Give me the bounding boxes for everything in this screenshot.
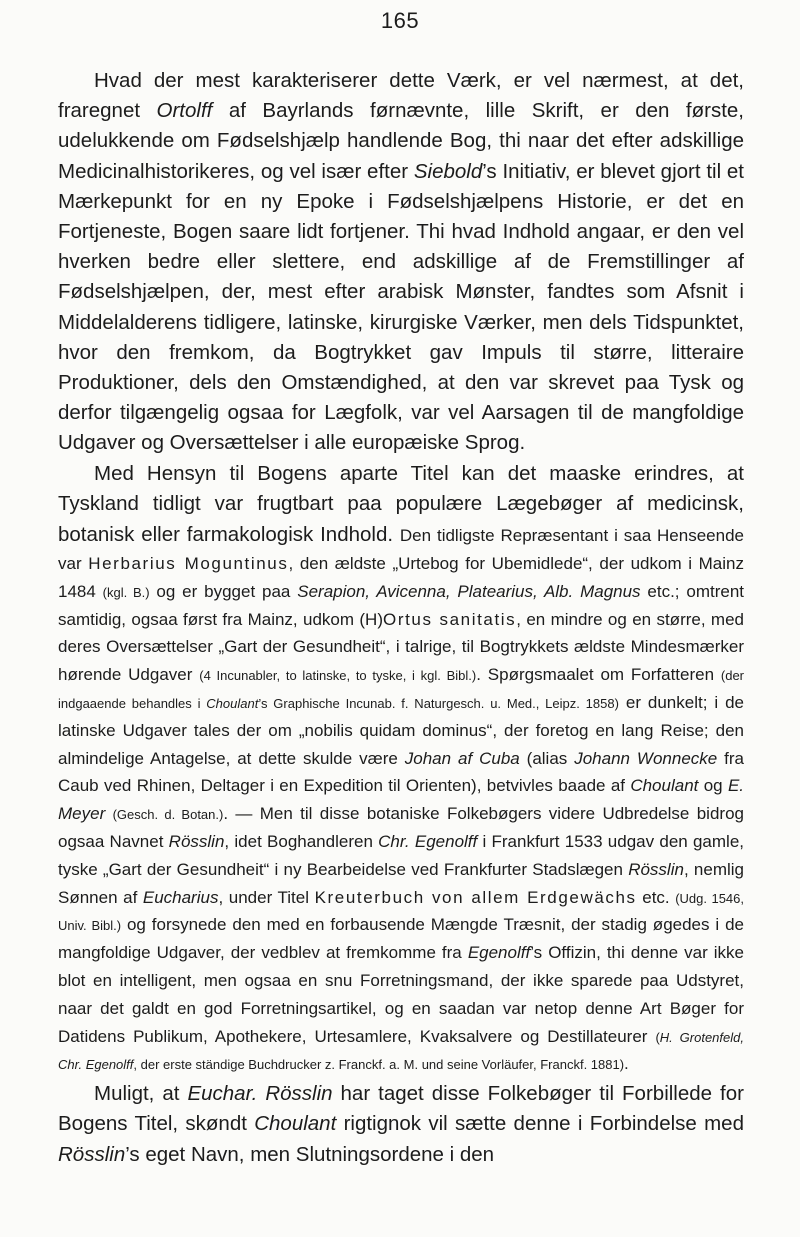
text-run: har taget disse Folkebøger til Forbillede for Bogens Titel, skøndt <box>58 1082 744 1136</box>
text-run: og er bygget paa <box>149 581 298 601</box>
text-run: er dunkelt; i de latinske Udgaver tales der om „nobilis quidam dominus“, der foretog en lang Reise; den almindelige Antagelse, at dette skulde være <box>58 693 744 768</box>
text-run: ( <box>655 1029 660 1045</box>
text-run: fra Caub ved Rhinen, Deltager i en Expedition til Orienten), betvivles baade af <box>58 748 744 796</box>
body-text <box>58 66 744 1170</box>
text-run: Med Hensyn til Bogens aparte Titel kan det maaske erindres, at Tyskland tidligt var frugtbart paa populære Lægebøger af medicinsk, botanisk eller farmakologisk Indhold. <box>58 461 744 547</box>
text-run: , under Titel <box>218 887 315 907</box>
paragraph-3 <box>58 1079 744 1170</box>
text-run: Hvad der mest karakteriserer dette Værk, er vel nærmest, at det, fraregnet <box>58 69 744 123</box>
text-run: (Gesch. d. Botan.) <box>112 807 224 823</box>
text-run: Johann Wonnecke <box>574 748 718 768</box>
text-run: Rösslin <box>168 832 225 851</box>
text-run: og forsynede den med en forbausende Mængde Træsnit, der stadig øgedes i de mangfoldige Udgaver, der vedblev at fremkomme fra <box>58 915 744 963</box>
text-run: Choulant <box>254 1112 337 1136</box>
text-run: Kreuterbuch von allem Erdgewächs <box>314 887 637 907</box>
text-run: . <box>624 1054 629 1074</box>
paragraph-2 <box>58 459 744 1080</box>
text-run: (Udg. 1546, Univ. Bibl.) <box>58 890 744 934</box>
text-run: Ortolff <box>156 99 213 123</box>
text-run: Ortus sanitatis <box>383 609 517 629</box>
text-run: etc.; omtrent samtidig, ogsaa først fra Mainz, udkom (H) <box>58 581 745 629</box>
text-run: , nemlig Sønnen af <box>58 859 744 907</box>
text-run: . Spørgsmaalet om Forfatteren <box>476 665 721 685</box>
text-run: i Frankfurt 1533 udgav den gamle, tyske „Gart der Gesundheit“ i ny Bearbeidelse ved Frankfurter Stadslægen <box>58 832 744 879</box>
text-run: Eucharius <box>142 887 219 907</box>
text-run: af Bayrlands førnævnte, lille Skrift, er den første, udelukkende om Fødselshjælp handlende Bog, thi naar det efter adskillige Medicinalhistorikeres, og vel især efter <box>58 99 745 183</box>
text-run: (kgl. B.) <box>102 584 150 600</box>
text-run: , en mindre og en større, med deres Oversættelser „Gart der Gesundheit“, i talrige, til Bogtrykkets ældste Mindesmærker hørende Udgaver <box>58 609 744 685</box>
text-run: Siebold <box>413 159 483 183</box>
text-run: ’s Offizin, thi denne var ikke blot en intelligent, men ogsaa en snu Forretningsmand, der ikke sparede paa Udstyret, naar det galdt en god Forretningsartikel, og en saadan var netop denne Art Bøger for Datidens Publikum, Apothekere, Urtesamlere, Kvaksalvere og Destillateurer <box>58 943 744 1046</box>
text-run: Serapion, Avicenna, Platearius, Alb. Magnus <box>297 581 641 601</box>
text-run: Chr. Egenolff <box>378 832 478 851</box>
text-run: (4 Incunabler, to latinske, to tyske, i kgl. Bibl.) <box>199 668 477 684</box>
text-run: Choulant <box>206 696 259 712</box>
text-run: , der erste ständige Buchdrucker z. Franckf. a. M. und seine Vorläufer, Franckf. 1881) <box>133 1057 625 1073</box>
text-run: . — Men til disse botaniske Folkebøgers videre Udbredelse bidrog ogsaa Navnet <box>58 804 744 851</box>
text-run: Johan af Cuba <box>404 748 520 768</box>
text-run: Euchar. Rösslin <box>187 1082 333 1106</box>
text-run: H. Grotenfeld, Chr. Egenolff <box>58 1029 744 1073</box>
page-number: 165 <box>380 8 420 33</box>
text-run: (der indgaaende behandles i <box>58 668 745 712</box>
text-run <box>105 804 112 823</box>
text-run: ’s eget Navn, men Slutningsordene i den <box>125 1142 495 1166</box>
text-run: ’s Graphische Incunab. f. Naturgesch. u. Med., Leipz. 1858) <box>258 696 619 712</box>
text-run: E. Meyer <box>58 776 745 824</box>
text-run: Rösslin <box>628 859 684 879</box>
text-run: Muligt, at <box>94 1082 188 1106</box>
text-run: Choulant <box>630 776 699 796</box>
text-run: og <box>698 776 728 796</box>
text-run: Den tidligste Repræsentant i saa Henseende var <box>58 526 744 574</box>
paragraph-1 <box>58 66 744 459</box>
text-run: , idet Boghandleren <box>224 832 379 851</box>
text-run: ’s Initiativ, er blevet gjort til et Mærkepunkt for en ny Epoke i Fødselshjælpens Historie, er det en Fortjeneste, Bogen saare lidt fortjener. Thi hvad Indhold angaar, er den vel hverken bedre eller slettere, end adskillige af de Fremstillinger af Fødselshjælpen, der, mest efter arabisk Mønster, fandtes som Afsnit i Middelalderens tidligere, latinske, kirurgiske Værker, men dels Tidspunktet, hvor den fremkom, da Bogtrykket gav Impuls til større, litteraire Produktioner, dels den Omstændighed, at den var skrevet paa Tysk og derfor tilgængelig ogsaa for Lægfolk, var vel Aarsagen til de mangfoldige Udgaver og Oversættelser i alle europæiske Sprog. <box>58 159 745 455</box>
text-run: Herbarius Moguntinus <box>88 554 289 574</box>
text-run: rigtignok vil sætte denne i Forbindelse med <box>336 1112 744 1136</box>
text-run: Rösslin <box>58 1142 126 1166</box>
text-run: , den ældste „Urtebog for Ubemidlede“, der udkom i Mainz 1484 <box>58 554 744 601</box>
text-run: (alias <box>519 748 575 768</box>
text-run: etc. <box>636 887 676 907</box>
text-run: Egenolff <box>467 943 531 963</box>
